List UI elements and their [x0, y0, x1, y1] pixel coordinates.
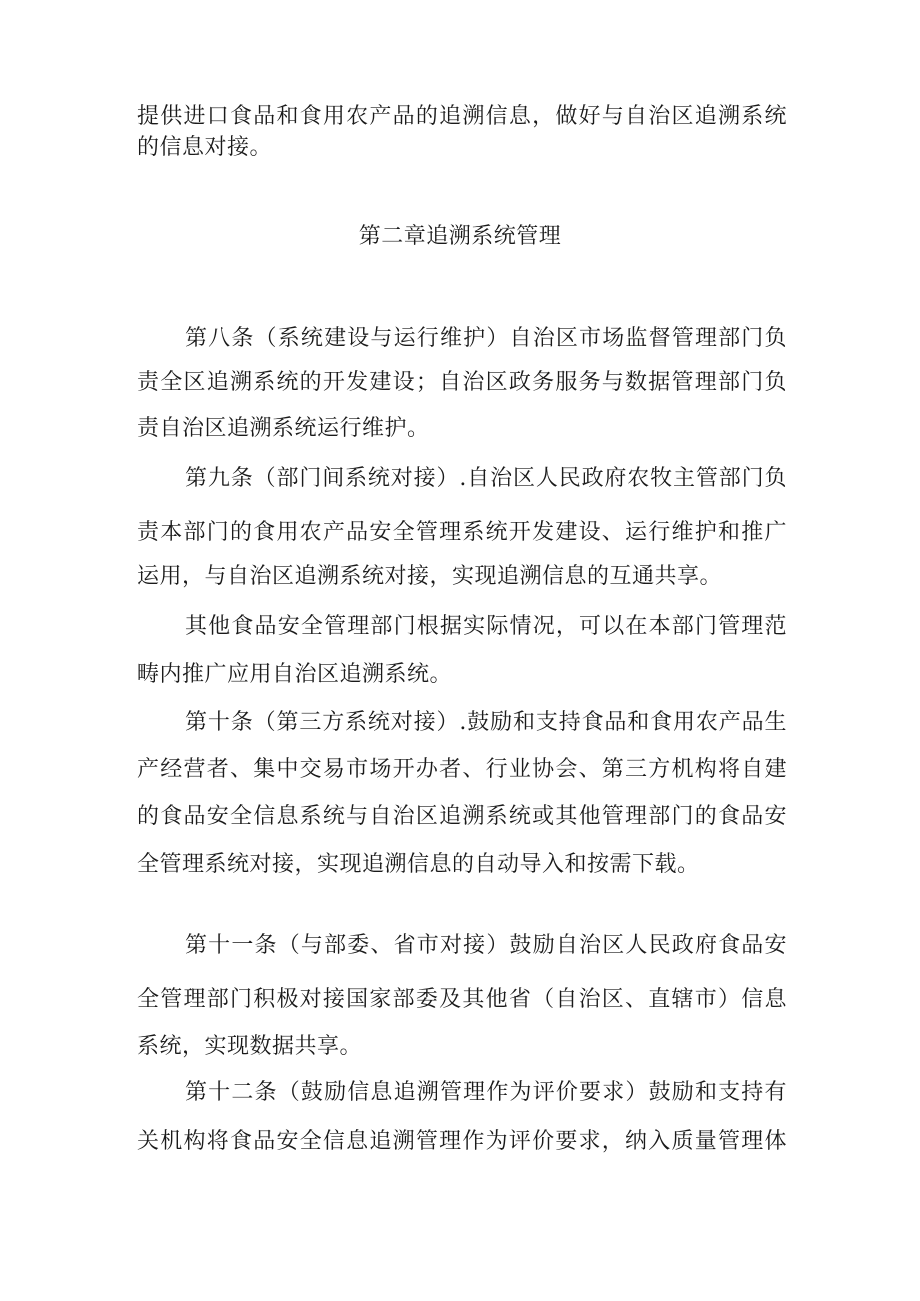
chapter-title: 第二章追溯系统管理	[358, 224, 562, 249]
article-9-line: 第九条（部门间系统对接）.自治区人民政府农牧主管部门负	[185, 466, 787, 491]
article-8-line: 第八条（系统建设与运行维护）自治区市场监督管理部门负	[185, 326, 787, 351]
article-12-line: 第十二条（鼓励信息追溯管理作为评价要求）鼓励和支持有	[185, 1080, 787, 1105]
paragraph-line: 责全区追溯系统的开发建设；自治区政务服务与数据管理部门负	[137, 370, 787, 395]
article-11-line: 第十一条（与部委、省市对接）鼓励自治区人民政府食品安	[185, 933, 787, 958]
paragraph-line: 运用，与自治区追溯系统对接，实现追溯信息的互通共享。	[137, 564, 723, 589]
paragraph-line: 责本部门的食用农产品安全管理系统开发建设、运行维护和推广	[137, 520, 787, 545]
paragraph-line: 关机构将食品安全信息追溯管理作为评价要求，纳入质量管理体	[137, 1129, 787, 1154]
paragraph-line: 其他食品安全管理部门根据实际情况，可以在本部门管理范	[185, 614, 787, 639]
paragraph-line: 的信息对接。	[137, 135, 273, 160]
paragraph-line: 全管理系统对接，实现追溯信息的自动导入和按需下载。	[137, 852, 700, 877]
paragraph-line: 的食品安全信息系统与自治区追溯系统或其他管理部门的食品安	[137, 804, 787, 829]
paragraph-line: 提供进口食品和食用农产品的追溯信息，做好与自治区追溯系统	[137, 104, 787, 129]
paragraph-line: 系统，实现数据共享。	[137, 1034, 363, 1059]
paragraph-line: 责自治区追溯系统运行维护。	[137, 416, 430, 441]
paragraph-line: 畴内推广应用自治区追溯系统。	[137, 662, 453, 687]
paragraph-line: 全管理部门积极对接国家部委及其他省（自治区、直辖市）信息	[137, 987, 787, 1012]
article-10-line: 第十条（第三方系统对接）.鼓励和支持食品和食用农产品生	[185, 710, 787, 735]
paragraph-line: 产经营者、集中交易市场开办者、行业协会、第三方机构将自建	[137, 757, 787, 782]
